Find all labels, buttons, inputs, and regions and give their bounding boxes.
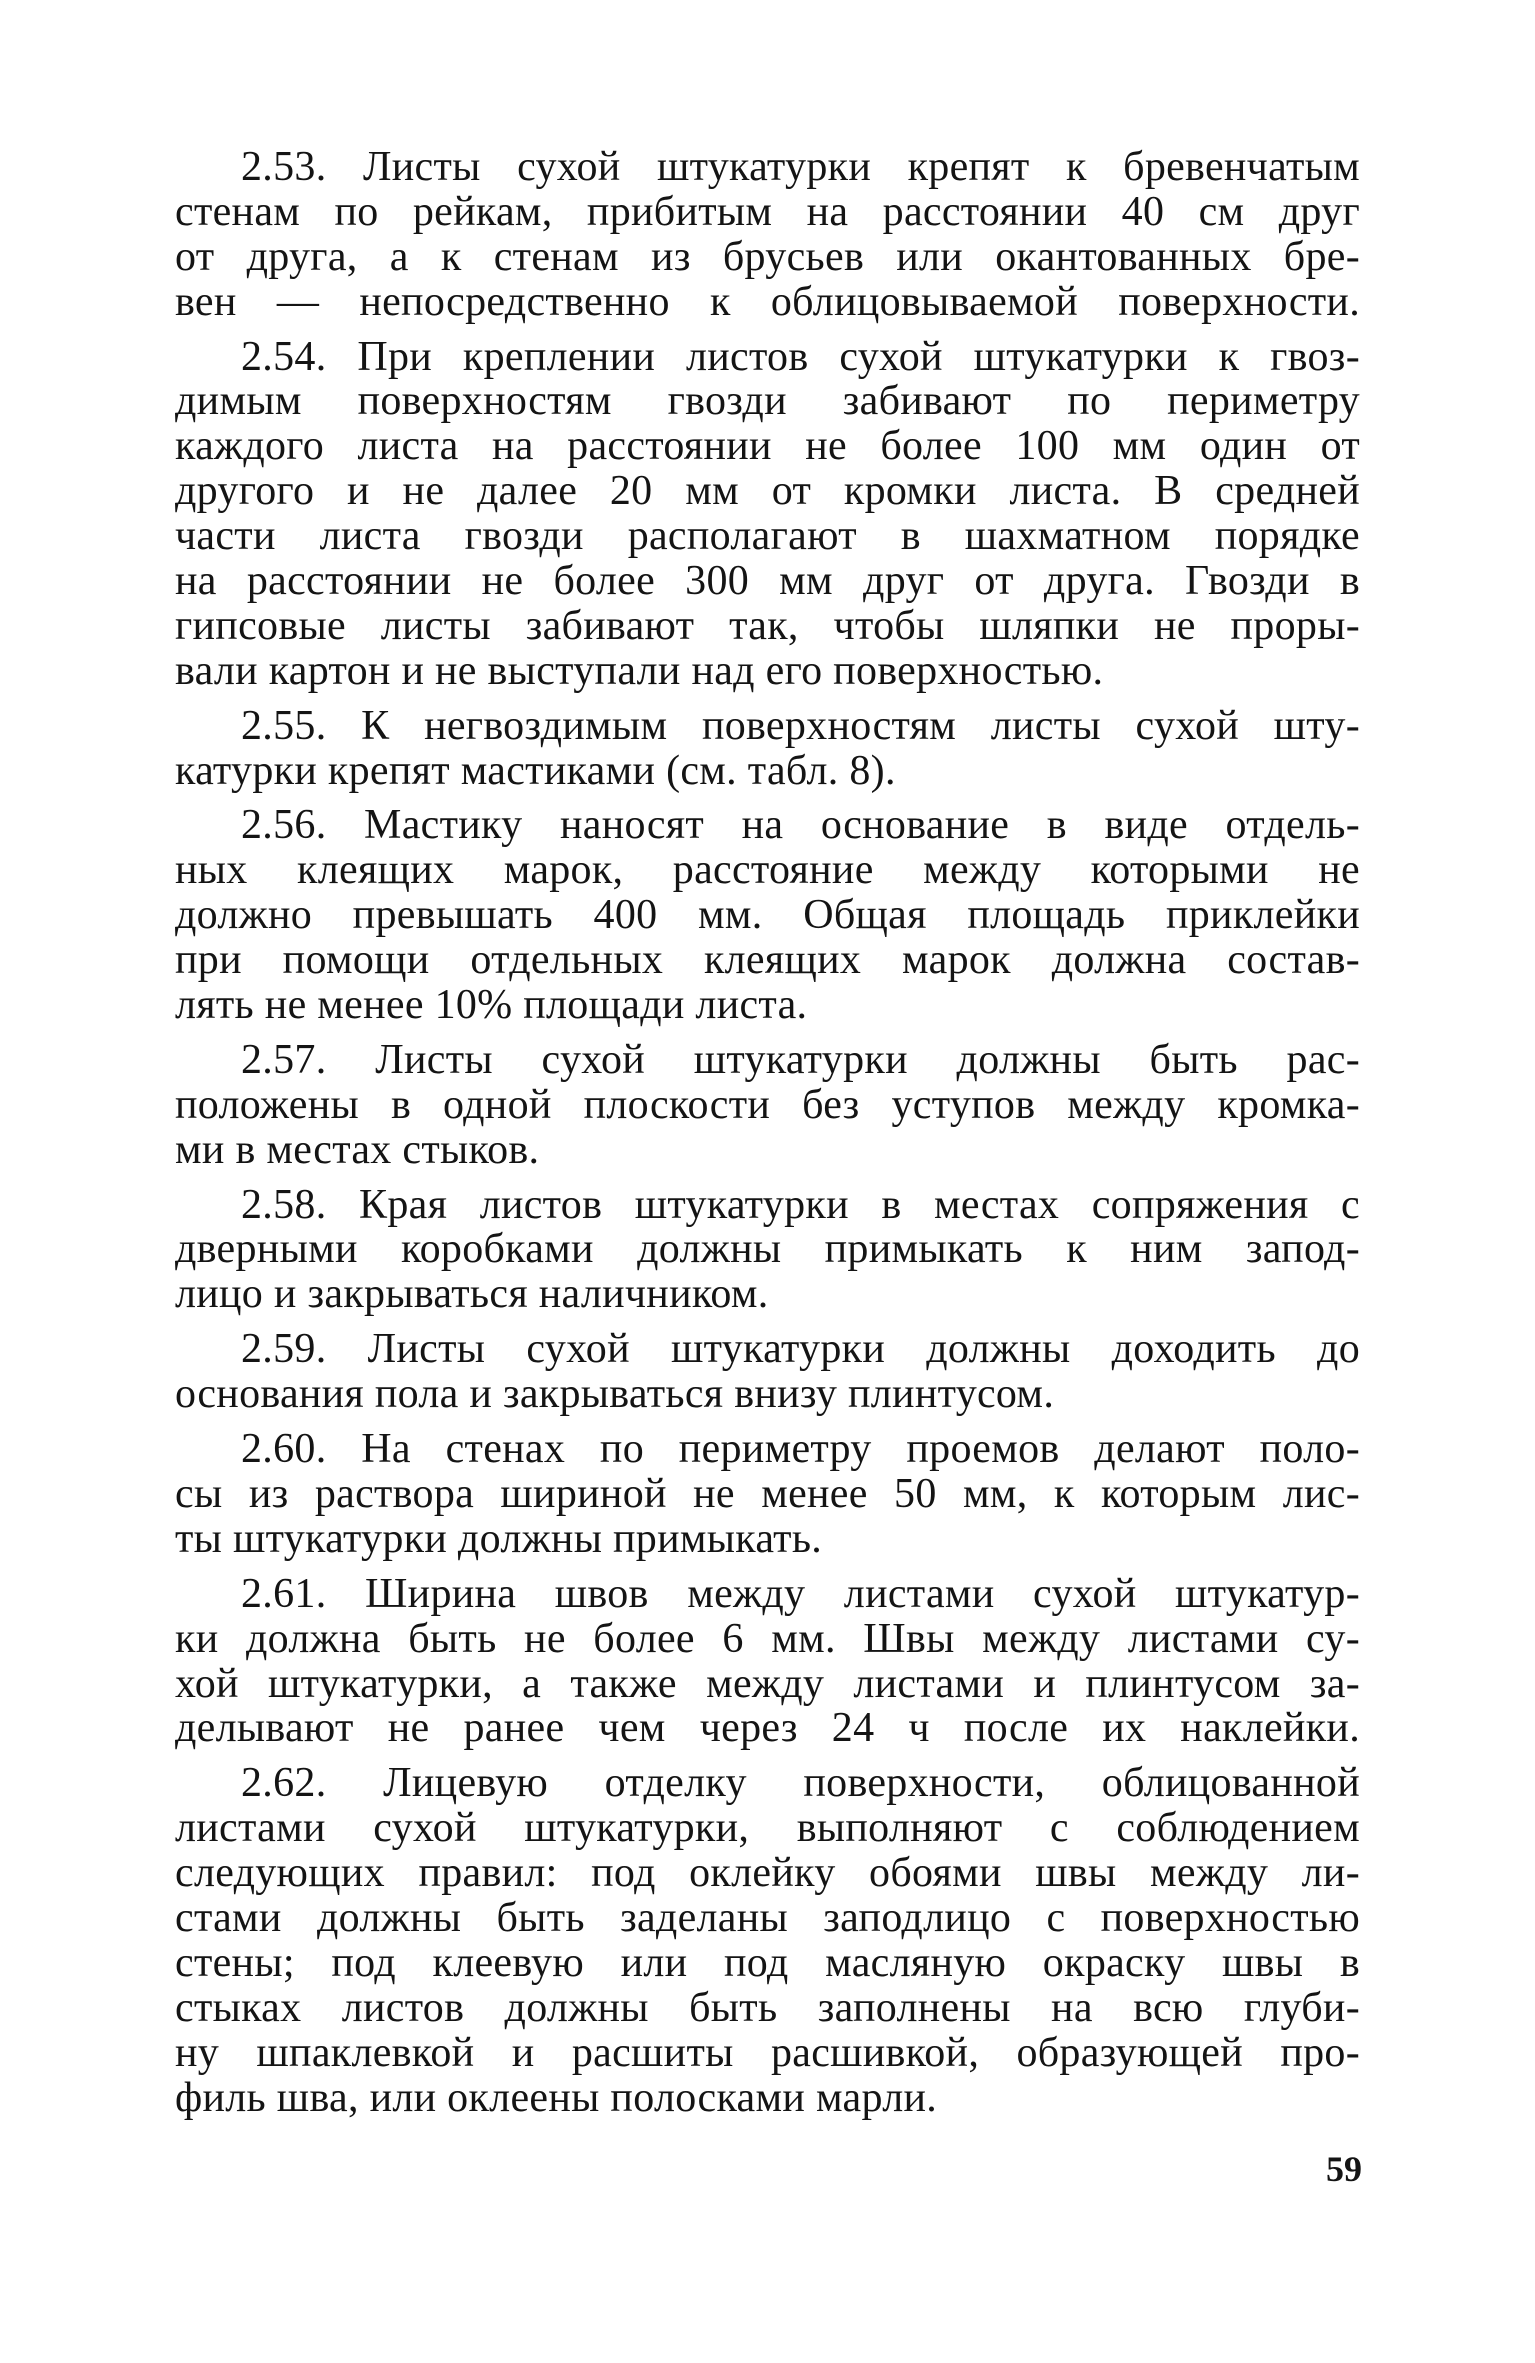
text-line: 2.61. Ширина швов между листами сухой штукатур- (241, 1570, 1360, 1617)
text-line: филь шва, или оклеены полосками марли. (175, 2074, 938, 2121)
text-line: сы из раствора шириной не менее 50 мм, к которым лис- (175, 1470, 1360, 1517)
paragraph-2-56 (175, 803, 1360, 1027)
text-line: 2.56. Мастику наносят на основание в виде отдель- (241, 802, 1360, 849)
paragraph-2-62 (175, 1761, 1360, 2120)
text-line: 2.60. На стенах по периметру проемов делают поло- (241, 1426, 1360, 1473)
text-line: лицо и закрываться наличником. (175, 1271, 769, 1318)
paragraph-2-60 (175, 1427, 1360, 1562)
text-line: при помощи отдельных клеящих марок должна состав- (175, 937, 1360, 984)
text-line: делывают не ранее чем через 24 ч после их наклейки. (175, 1705, 1360, 1752)
text-line: дверными коробками должны примыкать к ним запод- (175, 1226, 1360, 1273)
text-line: другого и не далее 20 мм от кромки листа. В средней (175, 468, 1360, 515)
text-line: стенам по рейкам, прибитым на расстоянии 40 см друг (175, 188, 1360, 235)
text-line: ми в местах стыков. (175, 1126, 540, 1173)
paragraph-2-57 (175, 1038, 1360, 1173)
paragraph-2-58 (175, 1183, 1360, 1318)
page-number: 59 (1326, 2149, 1362, 2189)
text-line: вен — непосредственно к облицовываемой поверхности. (175, 278, 1360, 325)
paragraph-2-61 (175, 1572, 1360, 1752)
text-line: 2.58. Края листов штукатурки в местах сопряжения с (241, 1181, 1360, 1228)
page-body (175, 145, 1360, 2130)
text-line: 2.59. Листы сухой штукатурки должны доходить до (241, 1326, 1360, 1373)
text-line: части листа гвозди располагают в шахматном порядке (175, 513, 1360, 560)
paragraph-2-53 (175, 145, 1360, 325)
text-line: ну шпаклевкой и расшиты расшивкой, образующей про- (175, 2029, 1360, 2076)
text-line: каждого листа на расстоянии не более 100 мм один от (175, 423, 1360, 470)
text-line: 2.57. Листы сухой штукатурки должны быть рас- (241, 1036, 1360, 1083)
text-line: листами сухой штукатурки, выполняют с соблюдением (175, 1805, 1360, 1852)
text-line: 2.53. Листы сухой штукатурки крепят к бревенчатым (241, 144, 1360, 190)
text-line: димым поверхностям гвозди забивают по периметру (175, 378, 1360, 425)
paragraph-2-54 (175, 335, 1360, 694)
text-line: стены; под клеевую или под масляную окраску швы в (175, 1939, 1360, 1986)
text-line: хой штукатурки, а также между листами и плинтусом за- (175, 1660, 1360, 1707)
text-line: положены в одной плоскости без уступов между кромка- (175, 1081, 1360, 1128)
text-line: вали картон и не выступали над его поверхностью. (175, 647, 1104, 694)
text-line: катурки крепят мастиками (см. табл. 8). (175, 747, 896, 794)
text-line: стыках листов должны быть заполнены на всю глуби- (175, 1984, 1360, 2031)
text-line: ты штукатурки должны примыкать. (175, 1515, 823, 1562)
text-line: основания пола и закрываться внизу плинтусом. (175, 1371, 1055, 1418)
text-line: стами должны быть заделаны заподлицо с поверхностью (175, 1894, 1360, 1941)
text-line: следующих правил: под оклейку обоями швы между ли- (175, 1850, 1360, 1897)
text-line: лять не менее 10% площади листа. (175, 982, 808, 1029)
text-line: ных клеящих марок, расстояние между которыми не (175, 847, 1360, 894)
text-line: от друга, а к стенам из брусьев или окантованных бре- (175, 233, 1360, 280)
text-line: 2.62. Лицевую отделку поверхности, облицованной (241, 1760, 1360, 1807)
paragraph-2-55 (175, 704, 1360, 794)
text-line: ки должна быть не более 6 мм. Швы между листами су- (175, 1615, 1360, 1662)
text-line: должно превышать 400 мм. Общая площадь приклейки (175, 892, 1360, 939)
text-line: на расстоянии не более 300 мм друг от друга. Гвозди в (175, 558, 1360, 605)
paragraph-2-59 (175, 1327, 1360, 1417)
text-line: 2.54. При креплении листов сухой штукатурки к гвоз- (241, 333, 1360, 380)
text-line: гипсовые листы забивают так, чтобы шляпки не проры- (175, 602, 1360, 649)
text-line: 2.55. К негвоздимым поверхностям листы сухой шту- (241, 702, 1360, 749)
